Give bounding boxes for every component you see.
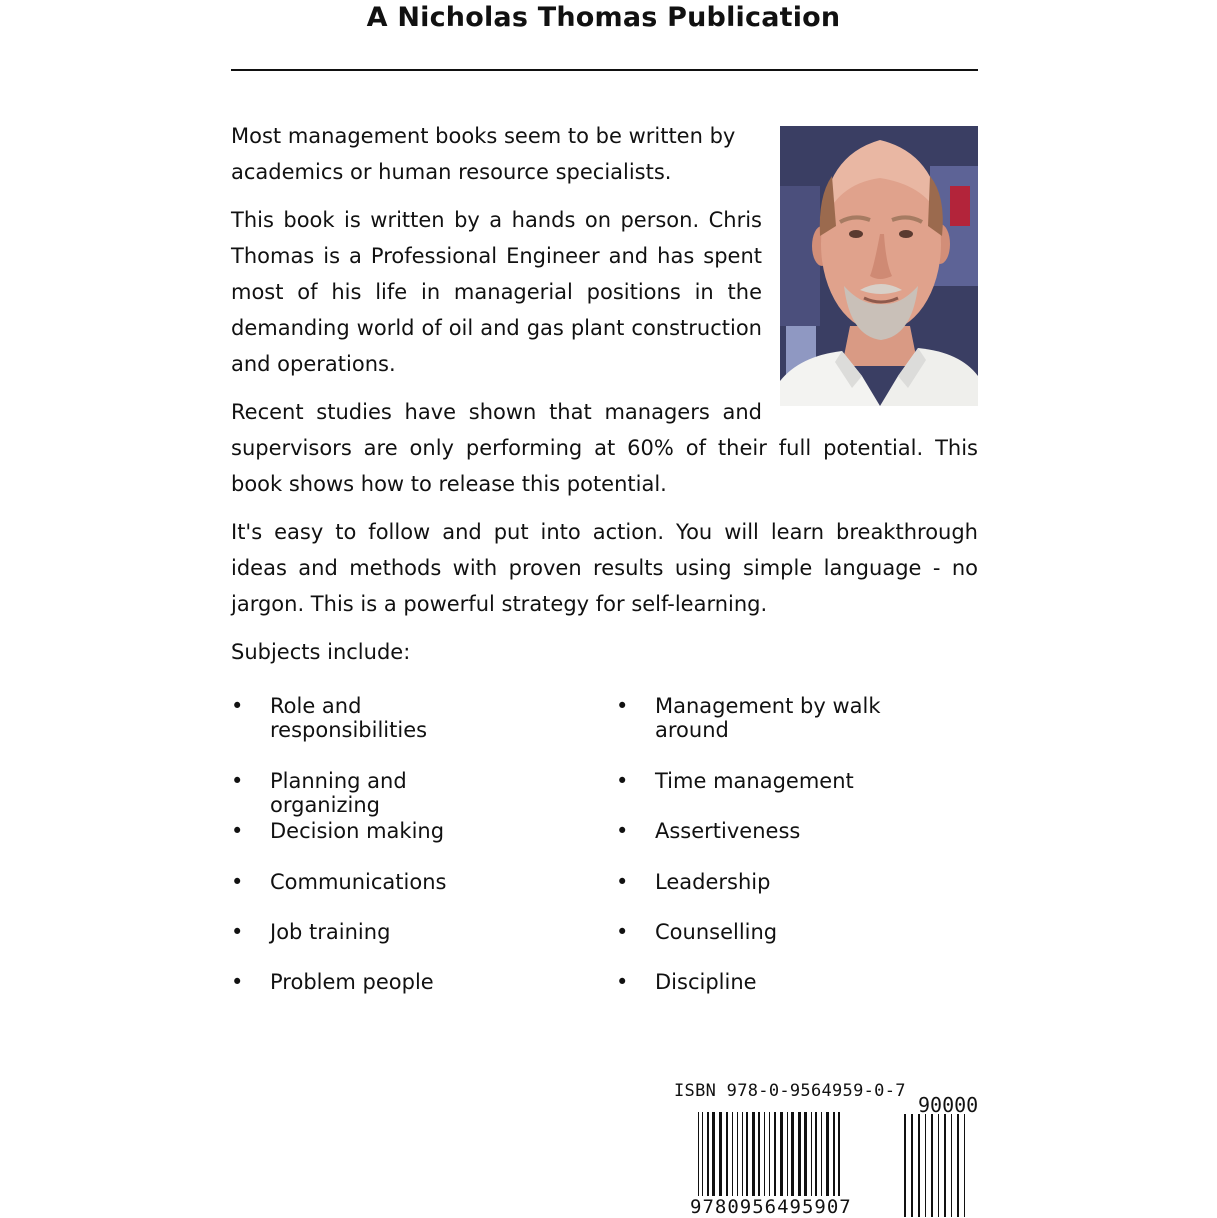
subject-label: Counselling (655, 920, 778, 944)
bullet-icon: • (616, 694, 629, 718)
barcode-addon-digits: 90000 (918, 1093, 979, 1117)
bullet-icon: • (231, 694, 244, 718)
bullet-icon: • (616, 870, 629, 894)
publisher-title: A Nicholas Thomas Publication (366, 2, 841, 33)
barcode-addon-bar (918, 1114, 920, 1217)
subject-label: Job training (270, 920, 391, 944)
intro-paragraph-2: This book is written by a hands on person. Chris Thomas is a Professional Engineer and has spent most of his life in managerial positions in the demanding world of oil and gas plant construction and operations. (231, 208, 762, 376)
subject-label: Role and responsibilities (270, 694, 428, 742)
barcode-bar (752, 1112, 755, 1207)
barcode-bar (833, 1112, 835, 1207)
barcode-addon-bar (904, 1114, 906, 1217)
intro-paragraph-3: Recent studies have shown that managers and supervisors are only performing at 60% of their full potential. This book shows how to release this potential. (231, 400, 978, 496)
subject-label: Assertiveness (655, 819, 801, 843)
barcode-bar (826, 1112, 829, 1207)
barcode-addon-bar (938, 1114, 939, 1217)
barcode-bar (838, 1112, 840, 1207)
subject-label: Management by walk around (655, 694, 881, 742)
barcode-bar (791, 1112, 794, 1207)
barcode-bar (732, 1112, 733, 1207)
subject-label: Communications (270, 870, 447, 894)
bullet-icon: • (231, 870, 244, 894)
barcode-bar (815, 1112, 817, 1207)
bullet-icon: • (231, 970, 244, 994)
barcode-bar (758, 1112, 760, 1207)
barcode-bar (821, 1112, 822, 1207)
subject-label: Time management (655, 769, 854, 793)
intro-paragraph-4: It's easy to follow and put into action. You will learn breakthrough ideas and methods with proven results using simple language - no jargon. This is a powerful strategy for self-learning. (231, 520, 978, 616)
subject-label: Leadership (655, 870, 771, 894)
barcode-addon-bar (911, 1114, 913, 1217)
barcode-bar (712, 1112, 715, 1207)
barcode-addon-bar (951, 1114, 952, 1217)
barcode-bar (746, 1112, 748, 1207)
barcode-addon-bar (964, 1114, 965, 1217)
subject-label: Decision making (270, 819, 445, 843)
barcode-bar (719, 1112, 722, 1207)
bullet-icon: • (616, 769, 629, 793)
barcode-bar (811, 1112, 812, 1207)
subject-label: Planning and organizing (270, 769, 407, 817)
barcode-bar (764, 1112, 765, 1207)
bullet-icon: • (616, 920, 629, 944)
subjects-heading: Subjects include: (231, 640, 411, 664)
barcode-bar (787, 1112, 788, 1207)
barcode-bar (726, 1112, 728, 1207)
barcode-addon-bar (931, 1114, 933, 1217)
barcode-digits: 9780956495907 (690, 1196, 852, 1218)
barcode-addon-bar (944, 1114, 946, 1217)
barcode-addon-bar (925, 1114, 926, 1217)
barcode-bar (804, 1112, 807, 1207)
barcode-bar (742, 1112, 743, 1207)
author-photo (780, 126, 978, 406)
bullet-icon: • (616, 819, 629, 843)
bullet-icon: • (231, 819, 244, 843)
barcode-bar (707, 1112, 709, 1207)
intro-paragraph-1: Most management books seem to be written by academics or human resource specialists. (231, 124, 736, 184)
barcode-bar (737, 1112, 738, 1207)
author-portrait-icon (780, 126, 978, 406)
barcode-bar (774, 1112, 776, 1207)
bullet-icon: • (231, 769, 244, 793)
barcode-addon-bar (957, 1114, 959, 1217)
bullet-icon: • (616, 970, 629, 994)
barcode-bar (702, 1112, 703, 1207)
barcode-bar (798, 1112, 801, 1207)
barcode-bar (780, 1112, 783, 1207)
isbn-label: ISBN 978-0-9564959-0-7 (674, 1081, 906, 1101)
bullet-icon: • (231, 920, 244, 944)
title-divider (231, 69, 978, 71)
barcode-bar (769, 1112, 770, 1207)
subject-label: Problem people (270, 970, 434, 994)
subject-label: Discipline (655, 970, 757, 994)
back-cover-text (231, 118, 978, 682)
barcode-bar (698, 1112, 699, 1207)
